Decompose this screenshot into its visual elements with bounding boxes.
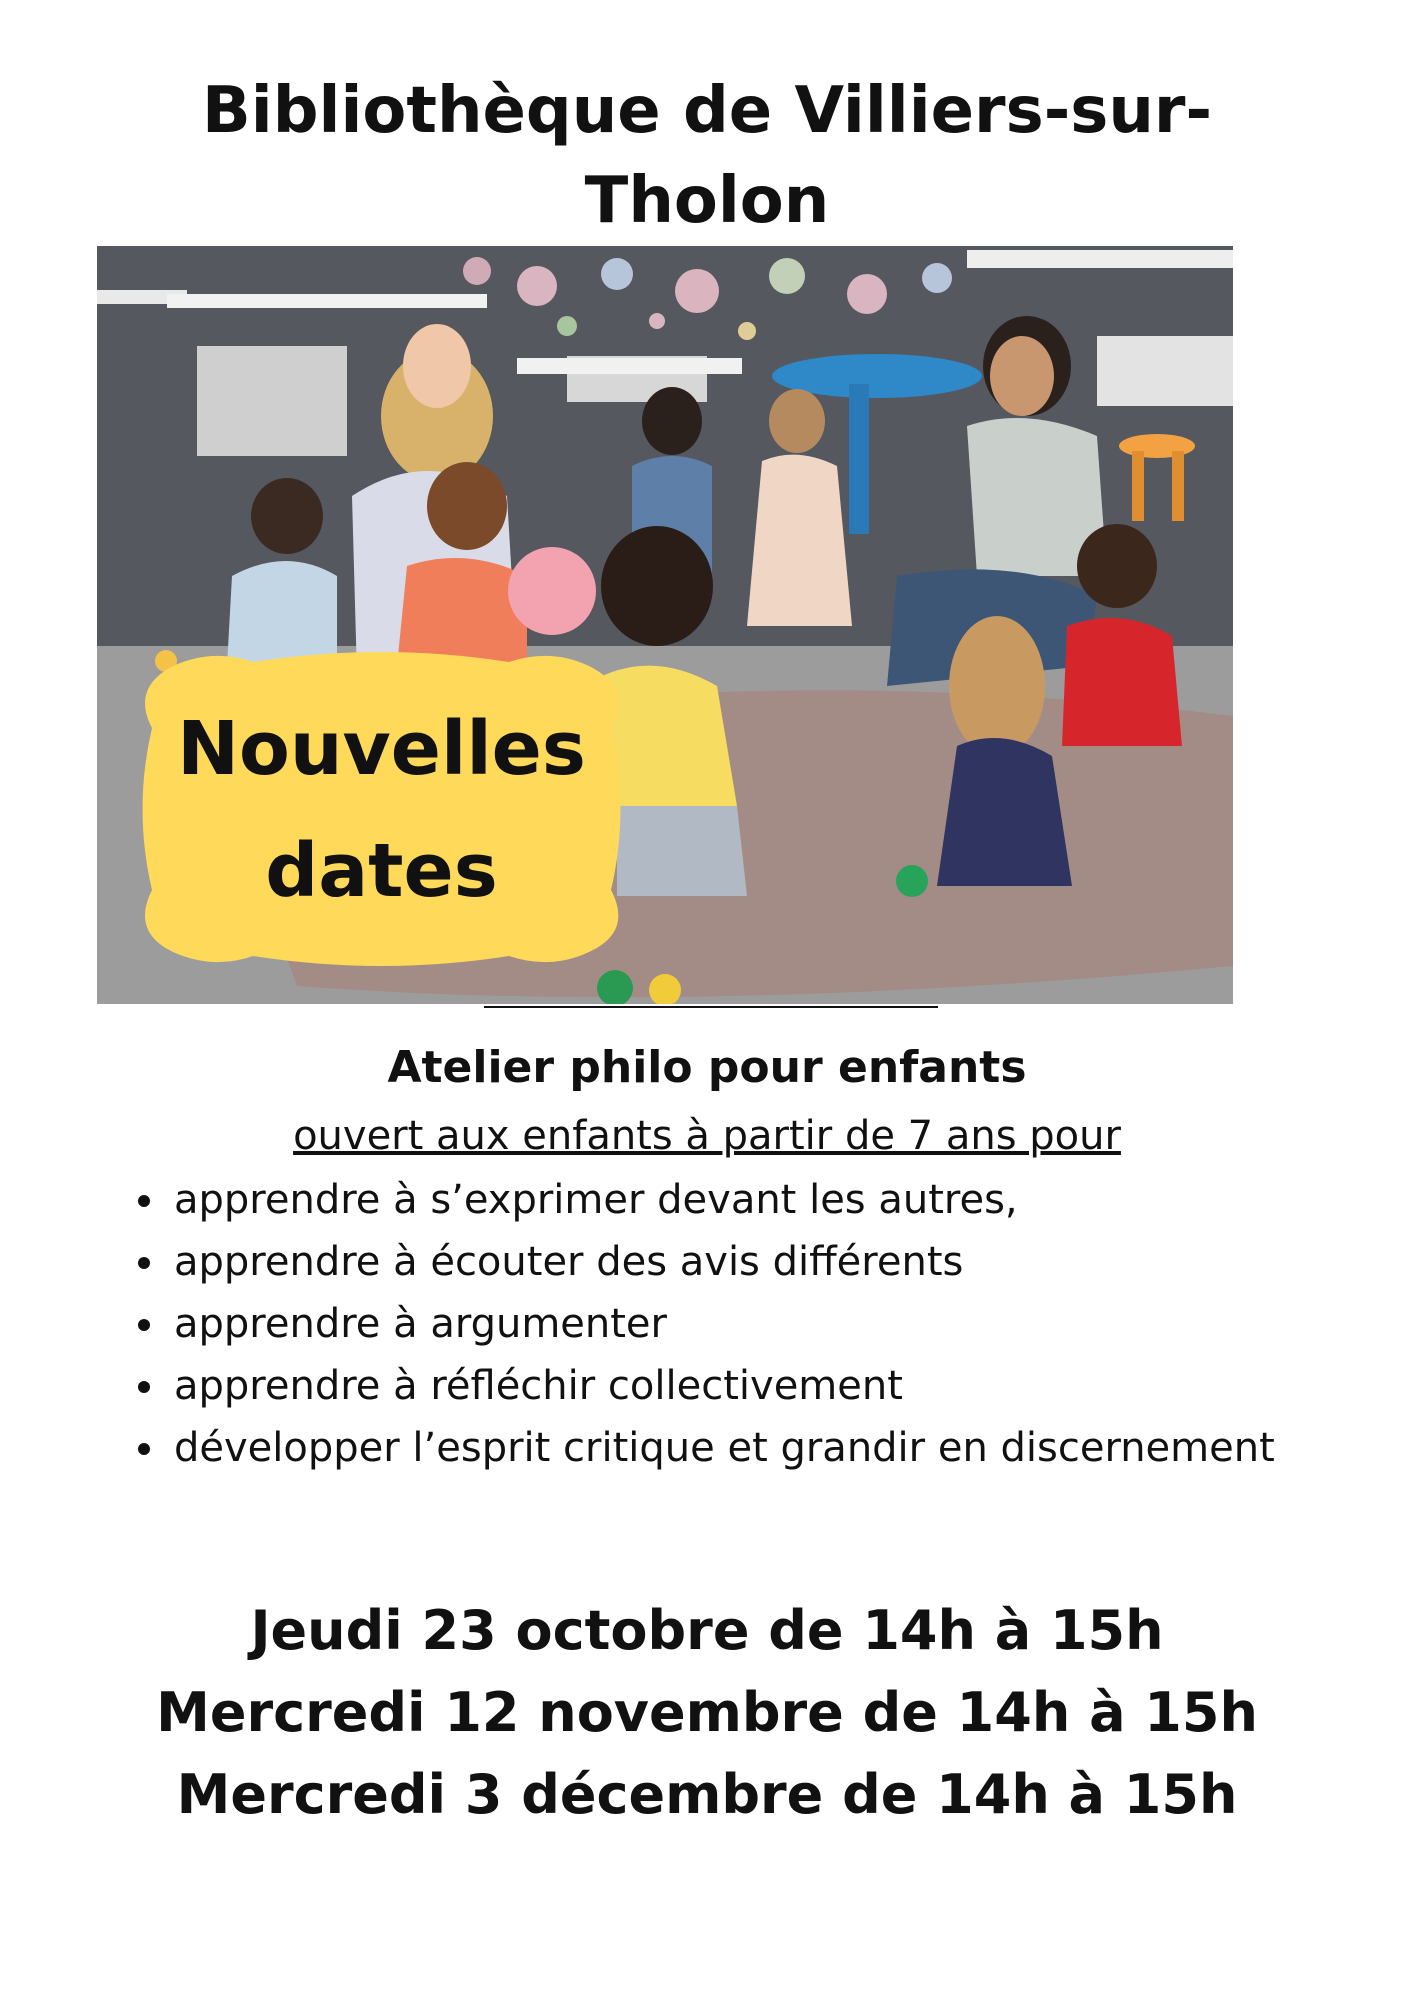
list-item: apprendre à réfléchir collectivement — [134, 1355, 1394, 1417]
date-line: Mercredi 3 décembre de 14h à 15h — [176, 1763, 1238, 1826]
date-line: Jeudi 23 octobre de 14h à 15h — [250, 1599, 1164, 1662]
workshop-title: Atelier philo pour enfants — [387, 1042, 1027, 1093]
title-line-1: Bibliothèque de Villiers-sur- — [201, 74, 1213, 148]
session-dates — [0, 1590, 1414, 1836]
badge-line-2: dates — [265, 828, 498, 914]
list-item: développer l’esprit critique et grandir en discernement — [134, 1417, 1394, 1479]
page-title — [0, 66, 1414, 246]
badge-text — [133, 688, 630, 932]
goals-list — [134, 1169, 1394, 1479]
new-dates-badge — [133, 648, 630, 970]
badge-line-1: Nouvelles — [177, 706, 586, 792]
divider-line — [484, 1006, 938, 1008]
children-workshop-photo — [97, 246, 1233, 1004]
list-item: apprendre à argumenter — [134, 1293, 1394, 1355]
date-line: Mercredi 12 novembre de 14h à 15h — [156, 1681, 1258, 1744]
list-item: apprendre à s’exprimer devant les autres, — [134, 1169, 1394, 1231]
workshop-intro: ouvert aux enfants à partir de 7 ans pour — [293, 1113, 1121, 1159]
list-item: apprendre à écouter des avis différents — [134, 1231, 1394, 1293]
title-line-2: Tholon — [584, 164, 830, 238]
